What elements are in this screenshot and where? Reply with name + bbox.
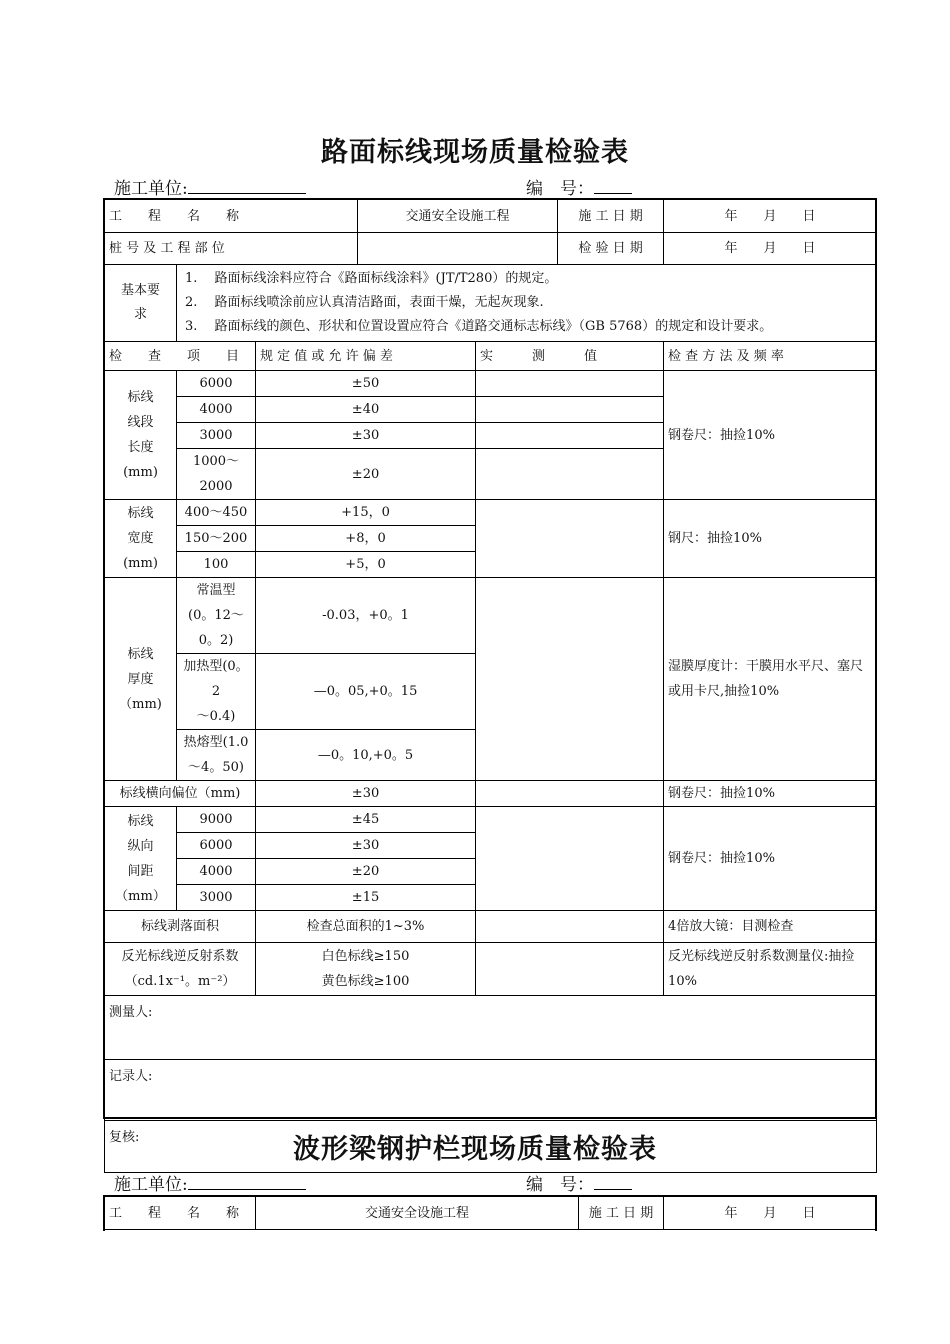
number-field: [526, 174, 632, 199]
length-measured-cell[interactable]: [476, 397, 664, 423]
reviewer-label: 复核:: [109, 1130, 140, 1145]
spacing-spec: 3000: [177, 885, 256, 911]
lateral-offset-label: 标线横向偏位（mm): [105, 781, 256, 807]
form2-title: 波形梁钢护栏现场质量检验表: [293, 1134, 657, 1165]
length-group-label: 标线 线段 长度 (mm): [105, 371, 177, 500]
inspection-date-label: 检 验 日 期: [558, 233, 664, 265]
form2-construction-date-label: 施 工 日 期: [579, 1197, 664, 1230]
requirement-2: 2. 路面标线喷涂前应认真清洁路面，表面干燥，无起灰现象.: [185, 295, 544, 310]
requirement-1: 1. 路面标线涂料应符合《路面标线涂料》(JT/T280）的规定。: [185, 271, 558, 286]
thickness-spec: 加热型(0。2 ～0.4): [177, 654, 256, 730]
header-method: 检 查 方 法 及 频 率: [664, 342, 877, 371]
form1-title: 路面标线现场质量检验表: [321, 137, 629, 168]
lateral-offset-measured-cell[interactable]: [476, 781, 664, 807]
length-tolerance: ±20: [256, 449, 476, 500]
project-name-value[interactable]: 交通安全设施工程: [358, 200, 558, 233]
length-method: 钢卷尺：抽捡10%: [664, 371, 877, 500]
retroreflection-tolerance: 白色标线≥150 黄色标线≥100: [256, 943, 476, 996]
basic-requirements-label: 基本要求: [105, 265, 177, 342]
requirement-3: 3. 路面标线的颜色、形状和位置设置应符合《道路交通标志标线》（GB 5768）的规定和设计要求。: [185, 319, 773, 334]
construction-date-label: 施 工 日 期: [558, 200, 664, 233]
width-group-label: 标线 宽度 (mm): [105, 500, 177, 578]
form2-project-name-value[interactable]: 交通安全设施工程: [256, 1197, 579, 1230]
length-measured-cell[interactable]: [476, 423, 664, 449]
spacing-spec: 9000: [177, 807, 256, 833]
header-tolerance: 规 定 值 或 允 许 偏 差: [256, 342, 476, 371]
form2-construction-unit-label: 施工单位:: [114, 1175, 188, 1195]
measurer-field[interactable]: [105, 996, 877, 1060]
thickness-tolerance: —0。05,+0。15: [256, 654, 476, 730]
construction-unit-label: 施工单位:: [114, 179, 188, 199]
construction-date-value[interactable]: 年 月 日: [664, 200, 877, 233]
thickness-spec: 常温型 (0。12～ 0。2): [177, 578, 256, 654]
length-spec: 1000～2000: [177, 449, 256, 500]
length-spec: 4000: [177, 397, 256, 423]
construction-unit-field: [114, 174, 306, 199]
form2-number-blank[interactable]: [594, 1173, 632, 1190]
width-spec: 100: [177, 552, 256, 578]
spacing-spec: 6000: [177, 833, 256, 859]
length-spec: 6000: [177, 371, 256, 397]
thickness-tolerance: —0。10,+0。5: [256, 730, 476, 781]
project-name-label: 工 程 名 称: [105, 200, 358, 233]
form2-number-field: [526, 1170, 632, 1195]
thickness-method: 湿膜厚度计：干膜用水平尺、塞尺或用卡尺,抽捡10%: [664, 578, 877, 781]
recorder-label: 记录人:: [109, 1069, 153, 1084]
retroreflection-label: 反光标线逆反射系数 （cd.1x⁻¹。m⁻²）: [105, 943, 256, 996]
measurer-label: 测量人:: [109, 1005, 153, 1020]
station-label: 桩 号 及 工 程 部 位: [105, 233, 358, 265]
header-measured: 实 测 值: [476, 342, 664, 371]
lateral-offset-tolerance: ±30: [256, 781, 476, 807]
form2-table: [104, 1196, 877, 1230]
station-value[interactable]: [358, 233, 558, 265]
number-label: 编 号：: [526, 179, 594, 199]
length-measured-cell[interactable]: [476, 371, 664, 397]
spacing-tolerance: ±20: [256, 859, 476, 885]
number-blank[interactable]: [594, 177, 632, 194]
length-measured-cell[interactable]: [476, 449, 664, 500]
spacing-tolerance: ±45: [256, 807, 476, 833]
lateral-offset-method: 钢卷尺：抽捡10%: [664, 781, 877, 807]
thickness-spec: 热熔型(1.0 ～4。50): [177, 730, 256, 781]
length-tolerance: ±30: [256, 423, 476, 449]
width-tolerance: +15，0: [256, 500, 476, 526]
spacing-spec: 4000: [177, 859, 256, 885]
retroreflection-measured-cell[interactable]: [476, 943, 664, 996]
peeling-label: 标线剥落面积: [105, 911, 256, 943]
form1-table: [104, 199, 877, 1173]
thickness-measured-cell[interactable]: [476, 578, 664, 781]
form2-construction-date-value[interactable]: 年 月 日: [664, 1197, 877, 1230]
form2-number-label: 编 号：: [526, 1175, 594, 1195]
peeling-tolerance: 检查总面积的1~3%: [256, 911, 476, 943]
construction-unit-blank[interactable]: [188, 177, 306, 194]
spacing-tolerance: ±30: [256, 833, 476, 859]
header-item: 检 查 项 目: [105, 342, 256, 371]
length-tolerance: ±50: [256, 371, 476, 397]
retroreflection-method: 反光标线逆反射系数测量仪:抽捡10%: [664, 943, 877, 996]
thickness-tolerance: -0.03，+0。1: [256, 578, 476, 654]
inspection-date-value[interactable]: 年 月 日: [664, 233, 877, 265]
width-tolerance: +8，0: [256, 526, 476, 552]
spacing-group-label: 标线 纵向 间距 （mm）: [105, 807, 177, 911]
width-measured-cell[interactable]: [476, 500, 664, 578]
form2-construction-unit-blank[interactable]: [188, 1173, 306, 1190]
form2-project-name-label: 工 程 名 称: [105, 1197, 256, 1230]
peeling-method: 4倍放大镜：目测检查: [664, 911, 877, 943]
width-tolerance: +5，0: [256, 552, 476, 578]
thickness-group-label: 标线 厚度 （mm): [105, 578, 177, 781]
spacing-tolerance: ±15: [256, 885, 476, 911]
spacing-measured-cell[interactable]: [476, 807, 664, 911]
length-spec: 3000: [177, 423, 256, 449]
width-spec: 150～200: [177, 526, 256, 552]
spacing-method: 钢卷尺：抽捡10%: [664, 807, 877, 911]
width-spec: 400～450: [177, 500, 256, 526]
form2-construction-unit-field: [114, 1170, 306, 1195]
length-tolerance: ±40: [256, 397, 476, 423]
recorder-field[interactable]: [105, 1060, 877, 1121]
peeling-measured-cell[interactable]: [476, 911, 664, 943]
width-method: 钢尺：抽捡10%: [664, 500, 877, 578]
basic-requirements: [177, 265, 877, 342]
